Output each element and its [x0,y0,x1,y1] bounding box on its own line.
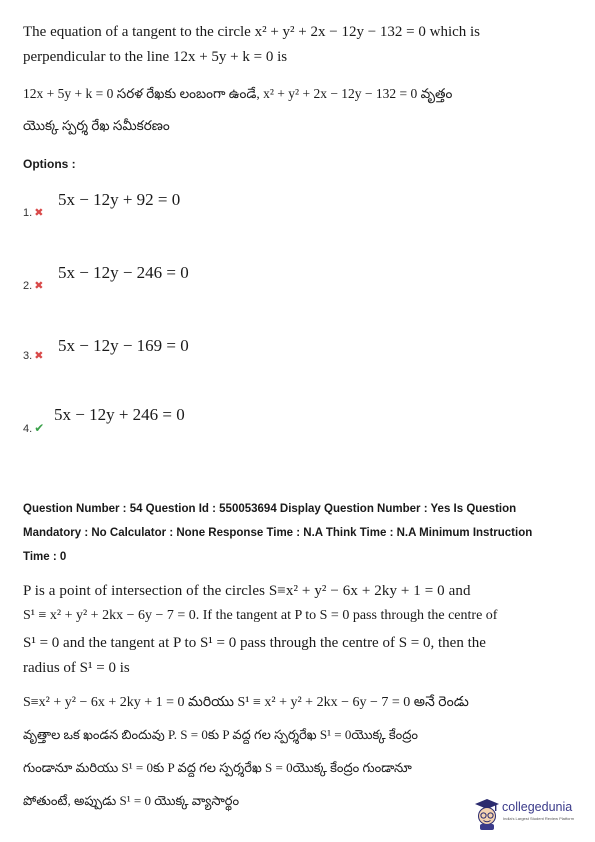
next-question-english-line-1: P is a point of intersection of the circles S≡x² + y² − 6x + 2ky + 1 = 0 and [23,583,471,599]
option-3-number: 3. [23,350,33,362]
option-3[interactable] [23,349,43,362]
option-3-equation: 5x − 12y − 169 = 0 [58,336,189,355]
question-meta-line-1: Question Number : 54 Question Id : 550053694 Display Question Number : Yes Is Question [23,503,517,515]
next-question-telugu-line-3: గుండానూ మరియు S¹ = 0కు P వద్ద గల స్పర్శరేఖ S = 0యొక్క కేంద్రం గుండానూ [23,760,412,775]
option-1-number: 1. [23,207,33,219]
question-telugu-line-2: యొక్క స్పర్శ రేఖ సమీకరణం [23,118,170,133]
question-telugu-line-1: 12x + 5y + k = 0 సరళ రేఖకు లంబంగా ఉండే, x² + y² + 2x − 12y − 132 = 0 వృత్తం [23,86,453,101]
option-1-equation: 5x − 12y + 92 = 0 [58,190,181,209]
next-question-telugu-line-1: S≡x² + y² − 6x + 2ky + 1 = 0 మరియు S¹ ≡ x² + y² + 2kx − 6y − 7 = 0 అనే రెండు [23,695,469,710]
cross-icon: ✖ [34,207,44,219]
option-4-equation: 5x − 12y + 246 = 0 [54,405,185,424]
question-english-line-2: perpendicular to the line 12x + 5y + k = 0 is [23,49,288,65]
cross-icon: ✖ [34,280,44,292]
check-icon: ✔ [34,421,45,435]
option-2-equation: 5x − 12y − 246 = 0 [58,263,189,282]
logo-tagline: India's Largest Student Review Platform [503,816,575,821]
option-2[interactable] [23,279,43,292]
collegedunia-logo [474,796,589,836]
graduate-mascot-icon [474,798,500,830]
options-label: Options : [23,157,76,171]
option-2-number: 2. [23,280,33,292]
next-question-telugu-line-2: వృత్తాల ఒక ఖండన బిందువు P. S = 0కు P వద్ద గల స్పర్శరేఖ S¹ = 0యొక్క కేంద్రం [23,727,419,742]
option-4-number: 4. [23,423,33,435]
next-question-telugu-line-4: పోతుంటే, అప్పుడు S¹ = 0 యొక్క వ్యాసార్థం [23,793,240,808]
cross-icon: ✖ [34,350,44,362]
next-question-english-line-2: S¹ ≡ x² + y² + 2kx − 6y − 7 = 0. If the tangent at P to S = 0 pass through the centre of [23,608,498,623]
next-question-english-line-3: S¹ = 0 and the tangent at P to S¹ = 0 pass through the centre of S = 0, then the [23,635,486,651]
question-meta-line-3: Time : 0 [23,551,67,563]
question-english-line-1: The equation of a tangent to the circle x² + y² + 2x − 12y − 132 = 0 which is [23,24,481,40]
next-question-english-line-4: radius of S¹ = 0 is [23,660,130,676]
option-4[interactable] [23,421,44,435]
logo-name: collegedunia [502,800,573,814]
question-meta-line-2: Mandatory : No Calculator : None Response Time : N.A Think Time : N.A Minimum Instruction [23,527,533,539]
option-1[interactable] [23,206,43,219]
